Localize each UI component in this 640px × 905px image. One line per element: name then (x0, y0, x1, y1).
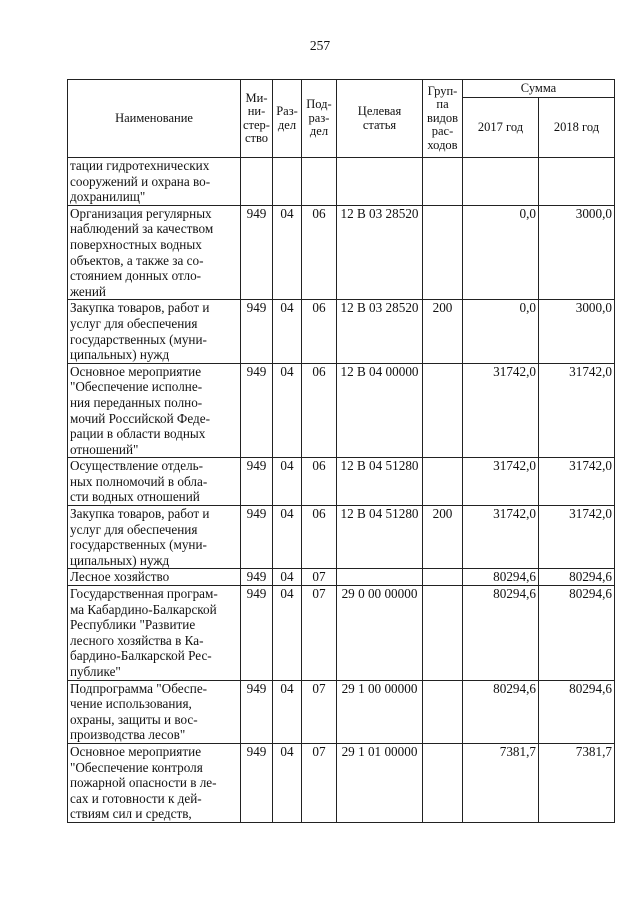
cell-section: 04 (273, 205, 302, 300)
cell-expense-group (423, 158, 463, 206)
budget-table (67, 79, 615, 823)
cell-sum-2017: 0,0 (463, 205, 539, 300)
header-name: Наименование (68, 80, 241, 158)
header-sum: Сумма (463, 80, 615, 98)
cell-section: 04 (273, 506, 302, 569)
header-section: Раз- дел (273, 80, 302, 158)
cell-expense-group (423, 569, 463, 586)
cell-name: Закупка товаров, работ и услуг для обеспечения государственных (муни- ципальных) нужд (68, 506, 241, 569)
cell-subsection: 06 (302, 506, 337, 569)
cell-expense-group (423, 363, 463, 458)
table-row (68, 300, 615, 363)
cell-section (273, 158, 302, 206)
page-number: 257 (309, 38, 331, 53)
cell-sum-2018: 80294,6 (539, 586, 615, 681)
cell-expense-group: 200 (423, 300, 463, 363)
cell-ministry: 949 (241, 743, 273, 822)
cell-sum-2017: 0,0 (463, 300, 539, 363)
cell-section: 04 (273, 680, 302, 743)
table-row (68, 458, 615, 506)
cell-ministry (241, 158, 273, 206)
cell-name: тации гидротехнических сооружений и охрана во- дохранилищ" (68, 158, 241, 206)
cell-target-article: 12 В 04 00000 (337, 363, 423, 458)
cell-name: Организация регулярных наблюдений за качеством поверхностных водных объектов, а также за со- стоянием донных отло- жений (68, 205, 241, 300)
cell-subsection: 06 (302, 300, 337, 363)
cell-section: 04 (273, 300, 302, 363)
header-year-2018: 2018 год (539, 98, 615, 158)
cell-name: Подпрограмма "Обеспе- чение использования, охраны, защиты и вос- производства лесов" (68, 680, 241, 743)
cell-target-article (337, 158, 423, 206)
cell-target-article: 12 В 04 51280 (337, 506, 423, 569)
table-row (68, 743, 615, 822)
cell-sum-2017 (463, 158, 539, 206)
cell-subsection: 07 (302, 680, 337, 743)
cell-sum-2017: 31742,0 (463, 363, 539, 458)
table-row (68, 586, 615, 681)
cell-ministry: 949 (241, 205, 273, 300)
cell-subsection (302, 158, 337, 206)
table-row (68, 205, 615, 300)
cell-target-article: 12 В 03 28520 (337, 300, 423, 363)
cell-target-article: 29 1 01 00000 (337, 743, 423, 822)
cell-subsection: 06 (302, 205, 337, 300)
table-header (68, 80, 615, 158)
cell-sum-2018 (539, 158, 615, 206)
cell-name: Основное мероприятие "Обеспечение контроля пожарной опасности в ле- сах и готовности к дей- ствиям сил и средств, (68, 743, 241, 822)
cell-expense-group: 200 (423, 506, 463, 569)
header-expense-group: Груп- па видов рас- ходов (423, 80, 463, 158)
table-body (68, 158, 615, 823)
cell-sum-2017: 80294,6 (463, 680, 539, 743)
cell-section: 04 (273, 743, 302, 822)
cell-sum-2018: 80294,6 (539, 569, 615, 586)
cell-sum-2018: 80294,6 (539, 680, 615, 743)
header-year-2017: 2017 год (463, 98, 539, 158)
cell-expense-group (423, 458, 463, 506)
cell-ministry: 949 (241, 458, 273, 506)
cell-subsection: 07 (302, 569, 337, 586)
cell-target-article (337, 569, 423, 586)
header-target-article: Целевая статья (337, 80, 423, 158)
cell-sum-2018: 31742,0 (539, 363, 615, 458)
cell-ministry: 949 (241, 300, 273, 363)
cell-expense-group (423, 680, 463, 743)
cell-expense-group (423, 743, 463, 822)
cell-sum-2017: 80294,6 (463, 586, 539, 681)
cell-name: Основное мероприятие "Обеспечение исполне- ния переданных полно- мочий Российской Феде- рации в области водных отношений" (68, 363, 241, 458)
header-subsection: Под- раз- дел (302, 80, 337, 158)
cell-target-article: 29 0 00 00000 (337, 586, 423, 681)
cell-sum-2017: 7381,7 (463, 743, 539, 822)
cell-sum-2017: 31742,0 (463, 458, 539, 506)
cell-ministry: 949 (241, 586, 273, 681)
cell-ministry: 949 (241, 680, 273, 743)
cell-section: 04 (273, 569, 302, 586)
cell-expense-group (423, 586, 463, 681)
table-row (68, 569, 615, 586)
cell-sum-2017: 80294,6 (463, 569, 539, 586)
cell-sum-2018: 31742,0 (539, 506, 615, 569)
cell-subsection: 07 (302, 586, 337, 681)
cell-ministry: 949 (241, 569, 273, 586)
cell-sum-2018: 3000,0 (539, 300, 615, 363)
cell-target-article: 12 В 03 28520 (337, 205, 423, 300)
cell-subsection: 06 (302, 363, 337, 458)
cell-section: 04 (273, 458, 302, 506)
cell-sum-2018: 3000,0 (539, 205, 615, 300)
cell-name: Закупка товаров, работ и услуг для обеспечения государственных (муни- ципальных) нужд (68, 300, 241, 363)
cell-sum-2017: 31742,0 (463, 506, 539, 569)
table-row (68, 158, 615, 206)
cell-target-article: 29 1 00 00000 (337, 680, 423, 743)
cell-ministry: 949 (241, 363, 273, 458)
cell-name: Лесное хозяйство (68, 569, 241, 586)
cell-section: 04 (273, 363, 302, 458)
cell-name: Государственная програм- ма Кабардино-Балкарской Республики "Развитие лесного хозяйства в Ка- бардино-Балкарской Рес- публике" (68, 586, 241, 681)
header-ministry: Ми- ни- стер- ство (241, 80, 273, 158)
table-row (68, 506, 615, 569)
cell-subsection: 07 (302, 743, 337, 822)
cell-section: 04 (273, 586, 302, 681)
cell-sum-2018: 31742,0 (539, 458, 615, 506)
table-row (68, 680, 615, 743)
cell-sum-2018: 7381,7 (539, 743, 615, 822)
cell-name: Осуществление отдель- ных полномочий в обла- сти водных отношений (68, 458, 241, 506)
cell-subsection: 06 (302, 458, 337, 506)
cell-expense-group (423, 205, 463, 300)
cell-target-article: 12 В 04 51280 (337, 458, 423, 506)
cell-ministry: 949 (241, 506, 273, 569)
table-row (68, 363, 615, 458)
